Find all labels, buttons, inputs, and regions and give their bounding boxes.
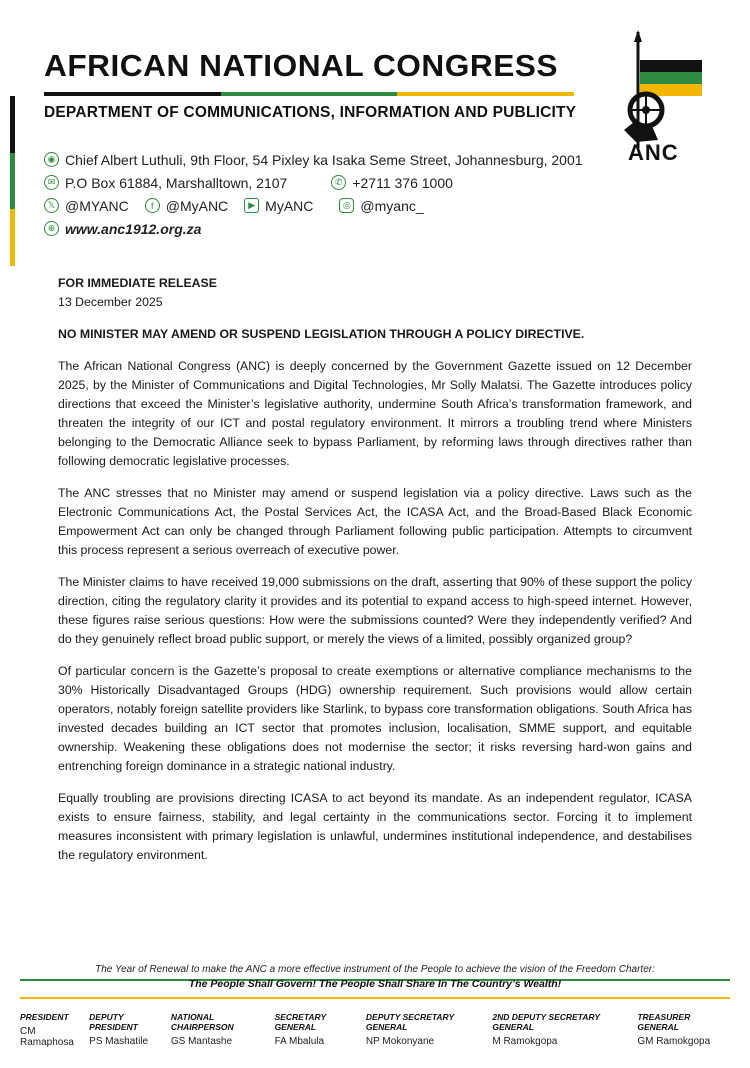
footer-gold-rule xyxy=(20,997,730,999)
official-name: NP Mokonyane xyxy=(365,1036,435,1047)
official-secretary-general xyxy=(275,1012,366,1048)
contact-block xyxy=(44,148,583,240)
paragraph-4: Of particular concern is the Gazette’s proposal to create exemptions or alternative compliance mechanisms to the 30% Historically Disadvantaged Groups (HDG) ownership requirement. Such provisions would allow certain operators, notably foreign satellite providers like Starlink, to bypass core transformation obligations. South Africa has invested decades building an ICT sector that promotes inclusion, localisation, SMME support, and equitable ownership. Weakening these obligations does not modernise the sector; it risks reversing hard-won gains and entrenching foreign dominance in a strategic national industry. xyxy=(58,664,692,773)
facebook-handle[interactable]: @MyANC xyxy=(165,197,229,214)
side-bar-gold xyxy=(10,209,15,266)
title-rule xyxy=(44,92,574,96)
logo-text: ANC xyxy=(628,140,679,165)
footer-slogan: The People Shall Govern! The People Shall Share In The Country’s Wealth! xyxy=(188,978,562,990)
press-release-body xyxy=(58,274,692,865)
official-title: SECRETARY GENERAL xyxy=(274,1012,327,1032)
paragraph-5: Equally troubling are provisions directing ICASA to act beyond its mandate. As an independent regulator, ICASA exists to ensure fairness, stability, and legal certainty in the communications sector. Forcing it to implement measures inconsistent with primary legislation is unlawful, undermines institutional independence, and destabilises the regulatory environment. xyxy=(58,791,692,862)
official-deputy-secretary-general xyxy=(366,1012,492,1048)
mailbox-icon: ✉ xyxy=(44,175,59,190)
official-name: PS Mashatile xyxy=(89,1036,149,1047)
instagram-icon: ◎ xyxy=(339,198,354,213)
postal-phone-row xyxy=(44,171,583,194)
official-name: GS Mantashe xyxy=(170,1036,233,1047)
officials-list xyxy=(20,1012,730,1048)
official-president xyxy=(20,1012,89,1048)
department-name: DEPARTMENT OF COMMUNICATIONS, INFORMATION AND PUBLICITY xyxy=(44,104,577,121)
official-title: DEPUTY SECRETARY GENERAL xyxy=(365,1012,455,1032)
paragraph-2: The ANC stresses that no Minister may amend or suspend legislation via a policy directive. Laws such as the Electronic Communications Act, the Postal Services Act, the ICASA Act, and the Broad-Based Black Economic Empowerment Act can only be changed through Parliament following public participation. Attempts to circumvent this process represent a serious overreach of executive power. xyxy=(58,486,692,557)
official-name: GM Ramokgopa xyxy=(637,1036,711,1047)
x-icon: 𝕏 xyxy=(44,198,59,213)
official-treasurer-general xyxy=(637,1012,730,1048)
release-headline: NO MINISTER MAY AMEND OR SUSPEND LEGISLATION THROUGH A POLICY DIRECTIVE. xyxy=(58,327,585,341)
paragraph-3: The Minister claims to have received 19,000 submissions on the draft, asserting that 90% of these support the policy direction, citing the regulatory clarity it provides and its potential to expand access to high-speed internet. However, these figures raise serious questions: How were the submissions counted? Were they independently verified? And do they genuinely reflect broad public support, or merely the views of a limited, possibly organized group? xyxy=(58,575,692,646)
official-title: DEPUTY PRESIDENT xyxy=(89,1012,138,1032)
side-bar-black xyxy=(10,96,15,153)
side-bar-green xyxy=(10,153,15,210)
official-name: CM Ramaphosa xyxy=(20,1026,74,1048)
official-national-chairperson xyxy=(171,1012,275,1048)
official-title: NATIONAL CHAIRPERSON xyxy=(170,1012,234,1032)
facebook-icon: f xyxy=(145,198,160,213)
release-date: 13 December 2025 xyxy=(58,295,163,309)
po-box-text: P.O Box 61884, Marshalltown, 2107 xyxy=(65,174,288,191)
paragraph-1: The African National Congress (ANC) is deeply concerned by the Government Gazette issued on 12 December 2025, by the Minister of Communications and Digital Technologies, Mr Solly Malatsi. The Gazette introduces policy directions that exceed the Minister’s legislative authority, undermine South Africa’s transformation framework, and threaten the integrity of our ICT and postal regulatory environment. It mirrors a troubling trend where Ministers belonging to the Democratic Alliance seek to bypass Parliament, by reforming laws through directives rather than following democratic legislative processes. xyxy=(58,359,692,468)
website-link[interactable]: www.anc1912.org.za xyxy=(65,220,202,237)
globe-icon: ⊕ xyxy=(44,221,59,236)
x-handle[interactable]: @MYANC xyxy=(65,197,129,214)
official-title: TREASURER GENERAL xyxy=(637,1012,691,1032)
website-row xyxy=(44,217,583,240)
official-title: PRESIDENT xyxy=(20,1012,69,1022)
address-text: Chief Albert Luthuli, 9th Floor, 54 Pixley ka Isaka Seme Street, Johannesburg, 2001 xyxy=(65,151,583,168)
org-title: AFRICAN NATIONAL CONGRESS xyxy=(44,48,559,83)
phone-text: +2711 376 1000 xyxy=(352,174,453,191)
youtube-handle[interactable]: MyANC xyxy=(265,197,314,214)
official-2nd-deputy-secretary-general xyxy=(492,1012,637,1048)
official-name: M Ramokgopa xyxy=(492,1036,558,1047)
release-label: FOR IMMEDIATE RELEASE xyxy=(58,276,217,290)
youtube-icon: ▶ xyxy=(244,198,259,213)
instagram-handle[interactable]: @myanc_ xyxy=(360,197,424,214)
official-title: 2ND DEPUTY SECRETARY GENERAL xyxy=(492,1012,600,1032)
socials-row xyxy=(44,194,583,217)
official-name: FA Mbalula xyxy=(274,1036,325,1047)
phone-icon: ✆ xyxy=(331,175,346,190)
address-row xyxy=(44,148,583,171)
footer-motto: The Year of Renewal to make the ANC a more effective instrument of the People to achieve the vision of the Freedom Charter: xyxy=(95,964,655,975)
side-color-bar xyxy=(10,96,15,266)
official-deputy-president xyxy=(89,1012,171,1048)
location-pin-icon: ◉ xyxy=(44,152,59,167)
